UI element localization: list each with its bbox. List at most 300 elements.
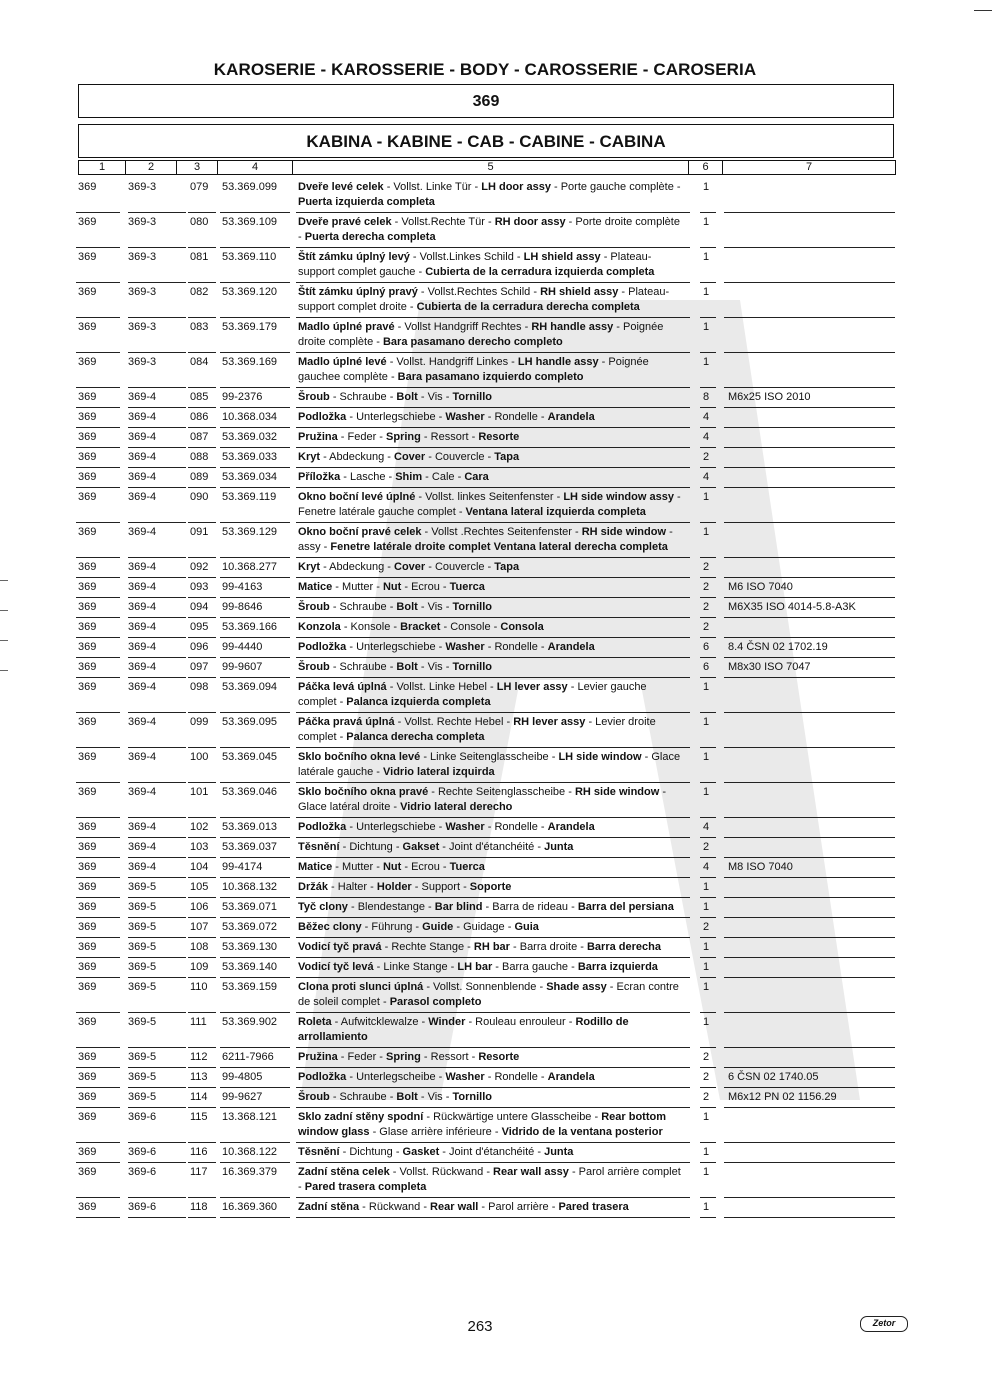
description-bold-term: Držák	[298, 881, 328, 893]
cell-figure: 369-4	[128, 561, 157, 573]
row-rule	[700, 522, 716, 523]
description-bold-term: Šroub	[298, 601, 330, 613]
row-rule	[700, 427, 716, 428]
row-rule	[296, 1087, 690, 1088]
group-number: 369	[472, 93, 500, 110]
row-rule	[128, 407, 186, 408]
row-rule	[76, 557, 120, 558]
row-rule	[296, 557, 690, 558]
cell-description	[298, 785, 686, 814]
cell-position: 106	[190, 901, 209, 913]
row-rule	[76, 877, 120, 878]
cell-position: 100	[190, 751, 209, 763]
row-rule	[724, 977, 895, 978]
description-term: - Joint d'étanchéité -	[439, 841, 545, 853]
cell-description	[298, 320, 686, 349]
description-term: - Blendestange -	[347, 901, 435, 913]
cell-figure: 369-6	[128, 1166, 157, 1178]
description-bold-term: Arandela	[547, 1071, 595, 1083]
cell-part-number: 53.369.159	[222, 981, 278, 993]
cell-position: 105	[190, 881, 209, 893]
description-bold-term: Matice	[298, 861, 333, 873]
description-term: - Vollst. Handgriff Linkes -	[386, 356, 518, 368]
row-rule	[700, 407, 716, 408]
cell-figure: 369-3	[128, 181, 157, 193]
cell-description	[298, 1165, 686, 1194]
description-bold-term: Tyč clony	[298, 901, 348, 913]
description-bold-term: Vidrio lateral derecho	[400, 800, 513, 813]
row-rule	[220, 597, 290, 598]
description-bold-term: Bolt	[396, 661, 418, 673]
cell-part-number: 16.369.360	[222, 1201, 278, 1213]
description-bold-term: Matice	[298, 581, 333, 593]
description-term: - Vollst. linkes Seitenfenster -	[415, 491, 564, 503]
description-term: - Rechte Seitenglasscheibe -	[428, 786, 575, 798]
row-rule	[76, 837, 120, 838]
cell-part-number: 99-9627	[222, 1091, 263, 1103]
description-bold-term: Arandela	[547, 641, 595, 653]
description-bold-term: LH shield assy	[523, 251, 601, 263]
cell-group: 369	[78, 621, 97, 633]
description-bold-term: Příložka	[298, 471, 341, 483]
row-rule	[724, 387, 895, 388]
description-bold-term: Pared trasera completa	[304, 1180, 427, 1193]
cell-figure: 369-5	[128, 961, 157, 973]
description-bold-term: Cara	[464, 471, 489, 483]
cell-description	[298, 620, 686, 635]
description-bold-term: Rodillo de arrollamiento	[298, 1016, 629, 1043]
row-rule	[220, 352, 290, 353]
cell-part-number: 13.368.121	[222, 1111, 278, 1123]
row-rule	[700, 877, 716, 878]
cell-group: 369	[78, 1201, 97, 1213]
row-rule	[724, 282, 895, 283]
row-rule	[296, 817, 690, 818]
description-bold-term: LH bar	[457, 961, 493, 973]
cell-position: 110	[190, 981, 208, 993]
cell-description	[298, 390, 686, 405]
cell-group: 369	[78, 491, 97, 503]
row-rule	[128, 387, 186, 388]
cell-quantity: 2	[703, 1091, 710, 1103]
cell-figure: 369-5	[128, 1016, 157, 1028]
cell-description	[298, 880, 686, 895]
row-rule	[296, 857, 690, 858]
description-term: - Vollst Handgriff Rechtes -	[394, 321, 532, 333]
description-term: - Porte droite complète -	[298, 216, 680, 243]
section-title: KABINA - KABINE - CAB - CABINE - CABINA	[306, 132, 666, 151]
row-rule	[188, 447, 216, 448]
description-bold-term: Bracket	[400, 621, 441, 633]
row-rule	[188, 917, 216, 918]
row-rule	[76, 352, 120, 353]
row-rule	[220, 247, 290, 248]
cell-description	[298, 215, 686, 244]
description-bold-term: Fenetre latérale droite complet Ventana lateral derecha completa	[330, 540, 668, 553]
description-term: - Ecrou -	[401, 861, 450, 873]
cell-position: 108	[190, 941, 209, 953]
row-rule	[220, 427, 290, 428]
cell-figure: 369-4	[128, 861, 157, 873]
row-rule	[128, 282, 186, 283]
margin-tick	[0, 580, 8, 581]
description-term: - Poignée gauchee complète -	[298, 356, 649, 383]
description-bold-term: Kryt	[298, 451, 321, 463]
row-rule	[220, 897, 290, 898]
cell-quantity: 1	[703, 1111, 710, 1123]
description-bold-term: Pared trasera	[558, 1201, 629, 1213]
cell-part-number: 10.368.034	[222, 411, 278, 423]
row-rule	[188, 897, 216, 898]
description-bold-term: Bolt	[396, 601, 418, 613]
description-term: - Plateau-support complet gauche -	[298, 251, 652, 278]
description-bold-term: Washer	[445, 821, 485, 833]
description-term: - Rückwand -	[359, 1201, 431, 1213]
row-rule	[700, 247, 716, 248]
row-rule	[188, 1067, 216, 1068]
cell-position: 084	[190, 356, 209, 368]
description-bold-term: Sklo zadní stěny spodní	[298, 1111, 424, 1123]
row-rule	[128, 657, 186, 658]
description-bold-term: Těsnění	[298, 1146, 340, 1158]
row-rule	[220, 487, 290, 488]
row-rule	[188, 247, 216, 248]
row-rule	[724, 1067, 895, 1068]
row-rule	[724, 1142, 895, 1143]
description-bold-term: Zadní stěna	[298, 1201, 360, 1213]
description-term: - Levier gauche complet -	[298, 681, 647, 708]
cell-part-number: 53.369.119	[222, 491, 277, 503]
row-rule	[700, 352, 716, 353]
row-rule	[188, 657, 216, 658]
row-rule	[220, 677, 290, 678]
cell-figure: 369-4	[128, 391, 157, 403]
row-rule	[128, 917, 186, 918]
row-rule	[700, 782, 716, 783]
row-rule	[700, 557, 716, 558]
cell-description	[298, 1145, 686, 1160]
description-term: - Linke Stange -	[373, 961, 458, 973]
row-rule	[128, 1197, 186, 1198]
row-rule	[724, 637, 895, 638]
description-bold-term: Tuerca	[449, 581, 485, 593]
description-bold-term: LH side window assy	[563, 491, 674, 503]
row-rule	[296, 487, 690, 488]
description-term: - Dichtung -	[339, 1146, 403, 1158]
row-rule	[188, 522, 216, 523]
row-rule	[76, 577, 120, 578]
description-term: - Rückwärtige untere Glasscheibe -	[423, 1111, 602, 1123]
cell-description	[298, 560, 686, 575]
cell-part-number: 99-4440	[222, 641, 263, 653]
description-bold-term: Shade assy	[546, 981, 607, 993]
description-term: - Levier droite complet -	[298, 716, 656, 743]
cell-quantity: 1	[703, 286, 710, 298]
cell-description	[298, 470, 686, 485]
row-rule	[220, 637, 290, 638]
cell-group: 369	[78, 786, 97, 798]
row-rule	[724, 712, 895, 713]
description-bold-term: RH shield assy	[540, 286, 619, 298]
row-rule	[188, 617, 216, 618]
row-rule	[128, 522, 186, 523]
cell-quantity: 1	[703, 981, 710, 993]
description-term: - Joint d'étanchéité -	[439, 1146, 545, 1158]
row-rule	[220, 447, 290, 448]
cell-group: 369	[78, 661, 97, 673]
row-rule	[188, 1197, 216, 1198]
row-rule	[76, 677, 120, 678]
description-bold-term: Spring	[386, 431, 421, 443]
cell-note: 6 ČSN 02 1740.05	[728, 1071, 819, 1083]
row-rule	[296, 617, 690, 618]
cell-note: M6x25 ISO 2010	[728, 391, 811, 403]
row-rule	[724, 317, 895, 318]
row-rule	[296, 1047, 690, 1048]
cell-part-number: 53.369.013	[222, 821, 278, 833]
row-rule	[188, 782, 216, 783]
cell-part-number: 99-2376	[222, 391, 263, 403]
cell-group: 369	[78, 286, 97, 298]
cell-quantity: 1	[703, 1016, 710, 1028]
cell-note: M8 ISO 7040	[728, 861, 793, 873]
cell-position: 102	[190, 821, 209, 833]
cell-figure: 369-5	[128, 901, 157, 913]
description-bold-term: Cubierta de la cerradura derecha completa	[416, 300, 640, 313]
row-rule	[700, 637, 716, 638]
cell-position: 113	[190, 1071, 208, 1083]
cell-note: M8x30 ISO 7047	[728, 661, 811, 673]
cell-description	[298, 715, 686, 744]
row-rule	[724, 597, 895, 598]
description-bold-term: Madlo úplné levé	[298, 356, 387, 368]
row-rule	[188, 282, 216, 283]
row-rule	[700, 1087, 716, 1088]
cell-position: 085	[190, 391, 209, 403]
cell-figure: 369-6	[128, 1146, 157, 1158]
cell-group: 369	[78, 1111, 97, 1123]
description-term: - Barra gauche -	[492, 961, 578, 973]
description-term: - Poignée droite complète -	[298, 321, 664, 348]
cell-group: 369	[78, 921, 97, 933]
row-rule	[188, 577, 216, 578]
row-rule	[700, 657, 716, 658]
row-rule	[296, 677, 690, 678]
zetor-logo: Zetor	[860, 1316, 908, 1332]
row-rule	[188, 427, 216, 428]
cell-description	[298, 600, 686, 615]
description-bold-term: Tapa	[494, 561, 520, 573]
description-bold-term: Washer	[445, 411, 485, 423]
description-term: - Support -	[411, 881, 470, 893]
cell-quantity: 2	[703, 1071, 710, 1083]
cell-part-number: 53.369.033	[222, 451, 278, 463]
row-rule	[220, 1107, 290, 1108]
cell-part-number: 53.369.071	[222, 901, 278, 913]
row-rule	[76, 212, 120, 213]
cell-part-number: 53.369.109	[222, 216, 278, 228]
description-bold-term: Bara pasamano derecho completo	[382, 335, 563, 348]
description-bold-term: Tuerca	[449, 861, 485, 873]
row-rule	[220, 747, 290, 748]
description-bold-term: Bar blind	[434, 901, 483, 913]
row-rule	[76, 1067, 120, 1068]
row-rule	[700, 857, 716, 858]
description-bold-term: Barra del persiana	[577, 901, 674, 913]
row-rule	[128, 1047, 186, 1048]
row-rule	[220, 837, 290, 838]
description-term: - Parol arrière -	[478, 1201, 559, 1213]
description-term: - Rondelle -	[484, 641, 548, 653]
row-rule	[220, 1047, 290, 1048]
row-rule	[296, 1197, 690, 1198]
row-rule	[188, 977, 216, 978]
row-rule	[188, 677, 216, 678]
row-rule	[724, 1012, 895, 1013]
cell-group: 369	[78, 1051, 97, 1063]
description-bold-term: LH handle assy	[517, 356, 599, 368]
row-rule	[128, 352, 186, 353]
row-rule	[188, 712, 216, 713]
row-rule	[296, 957, 690, 958]
cell-figure: 369-3	[128, 286, 157, 298]
cell-description	[298, 1200, 686, 1215]
cell-quantity: 4	[703, 821, 710, 833]
description-term: - Rondelle -	[484, 821, 548, 833]
row-rule	[128, 1217, 186, 1218]
description-bold-term: Guia	[514, 921, 539, 933]
cell-figure: 369-5	[128, 1071, 157, 1083]
row-rule	[724, 782, 895, 783]
cell-description	[298, 750, 686, 779]
row-rule	[76, 617, 120, 618]
row-rule	[188, 317, 216, 318]
description-term: - Vollst.Rechte Tür -	[391, 216, 495, 228]
row-rule	[188, 1107, 216, 1108]
cell-quantity: 1	[703, 251, 710, 263]
cell-quantity: 1	[703, 941, 710, 953]
description-bold-term: RH door assy	[494, 216, 566, 228]
row-rule	[296, 317, 690, 318]
description-bold-term: Winder	[428, 1016, 466, 1028]
description-bold-term: Nut	[382, 861, 402, 873]
cell-description	[298, 860, 686, 875]
description-bold-term: Šroub	[298, 391, 330, 403]
description-bold-term: Tornillo	[452, 661, 492, 673]
description-bold-term: Arandela	[547, 411, 595, 423]
cell-quantity: 1	[703, 491, 710, 503]
cell-quantity: 2	[703, 561, 710, 573]
row-rule	[76, 1087, 120, 1088]
row-rule	[724, 657, 895, 658]
row-rule	[700, 1067, 716, 1068]
description-bold-term: Parasol completo	[389, 995, 482, 1008]
row-rule	[76, 522, 120, 523]
description-bold-term: Shim	[395, 471, 423, 483]
row-rule	[220, 917, 290, 918]
description-term: - Abdeckung -	[320, 451, 395, 463]
cell-part-number: 99-4805	[222, 1071, 263, 1083]
row-rule	[724, 877, 895, 878]
cell-position: 079	[190, 181, 209, 193]
row-rule	[128, 212, 186, 213]
column-header-1: 1	[78, 160, 126, 175]
description-bold-term: Bara pasamano izquierdo completo	[397, 370, 584, 383]
row-rule	[188, 352, 216, 353]
row-rule	[296, 407, 690, 408]
cell-description	[298, 355, 686, 384]
cell-quantity: 6	[703, 641, 710, 653]
description-term: - Vollst. Rückwand -	[389, 1166, 494, 1178]
description-term: - Parol arrière complet -	[298, 1166, 681, 1193]
cell-figure: 369-4	[128, 786, 157, 798]
description-bold-term: Podložka	[298, 821, 347, 833]
description-term: - Ressort -	[420, 1051, 479, 1063]
cell-position: 081	[190, 251, 209, 263]
row-rule	[76, 657, 120, 658]
row-rule	[128, 957, 186, 958]
cell-position: 083	[190, 321, 209, 333]
column-header-5: 5	[292, 160, 689, 175]
description-bold-term: Rear wall assy	[493, 1166, 569, 1178]
cell-group: 369	[78, 961, 97, 973]
row-rule	[128, 782, 186, 783]
row-rule	[296, 1012, 690, 1013]
row-rule	[296, 782, 690, 783]
page-number: 263	[467, 1318, 493, 1335]
row-rule	[128, 487, 186, 488]
row-rule	[76, 977, 120, 978]
row-rule	[76, 407, 120, 408]
description-term: - Rondelle -	[484, 411, 548, 423]
row-rule	[724, 897, 895, 898]
row-rule	[188, 212, 216, 213]
row-rule	[700, 387, 716, 388]
cell-description	[298, 660, 686, 675]
cell-part-number: 53.369.902	[222, 1016, 278, 1028]
description-bold-term: Junta	[544, 841, 574, 853]
description-bold-term: Štít zámku úplný levý	[298, 251, 410, 263]
cell-figure: 369-5	[128, 1051, 157, 1063]
row-rule	[188, 597, 216, 598]
description-term: - Guidage -	[453, 921, 515, 933]
cell-part-number: 53.369.130	[222, 941, 278, 953]
row-rule	[76, 937, 120, 938]
description-bold-term: Okno boční levé úplné	[298, 491, 416, 503]
row-rule	[76, 857, 120, 858]
description-term: - Vollst.Rechtes Schild -	[417, 286, 541, 298]
cell-group: 369	[78, 471, 97, 483]
row-rule	[76, 597, 120, 598]
column-header-6: 6	[688, 160, 723, 175]
cell-part-number: 6211-7966	[222, 1051, 274, 1063]
description-bold-term: Consola	[500, 621, 544, 633]
row-rule	[700, 817, 716, 818]
description-bold-term: Zadní stěna celek	[298, 1166, 390, 1178]
row-rule	[724, 1217, 895, 1218]
description-bold-term: Barra izquierda	[577, 961, 658, 973]
cell-position: 098	[190, 681, 209, 693]
cell-quantity: 1	[703, 961, 710, 973]
description-term: - Unterlegschiebe -	[346, 411, 446, 423]
row-rule	[296, 877, 690, 878]
row-rule	[220, 712, 290, 713]
cell-group: 369	[78, 356, 97, 368]
row-rule	[188, 747, 216, 748]
cell-part-number: 99-9607	[222, 661, 263, 673]
description-term: - Schraube -	[329, 601, 397, 613]
row-rule	[128, 837, 186, 838]
